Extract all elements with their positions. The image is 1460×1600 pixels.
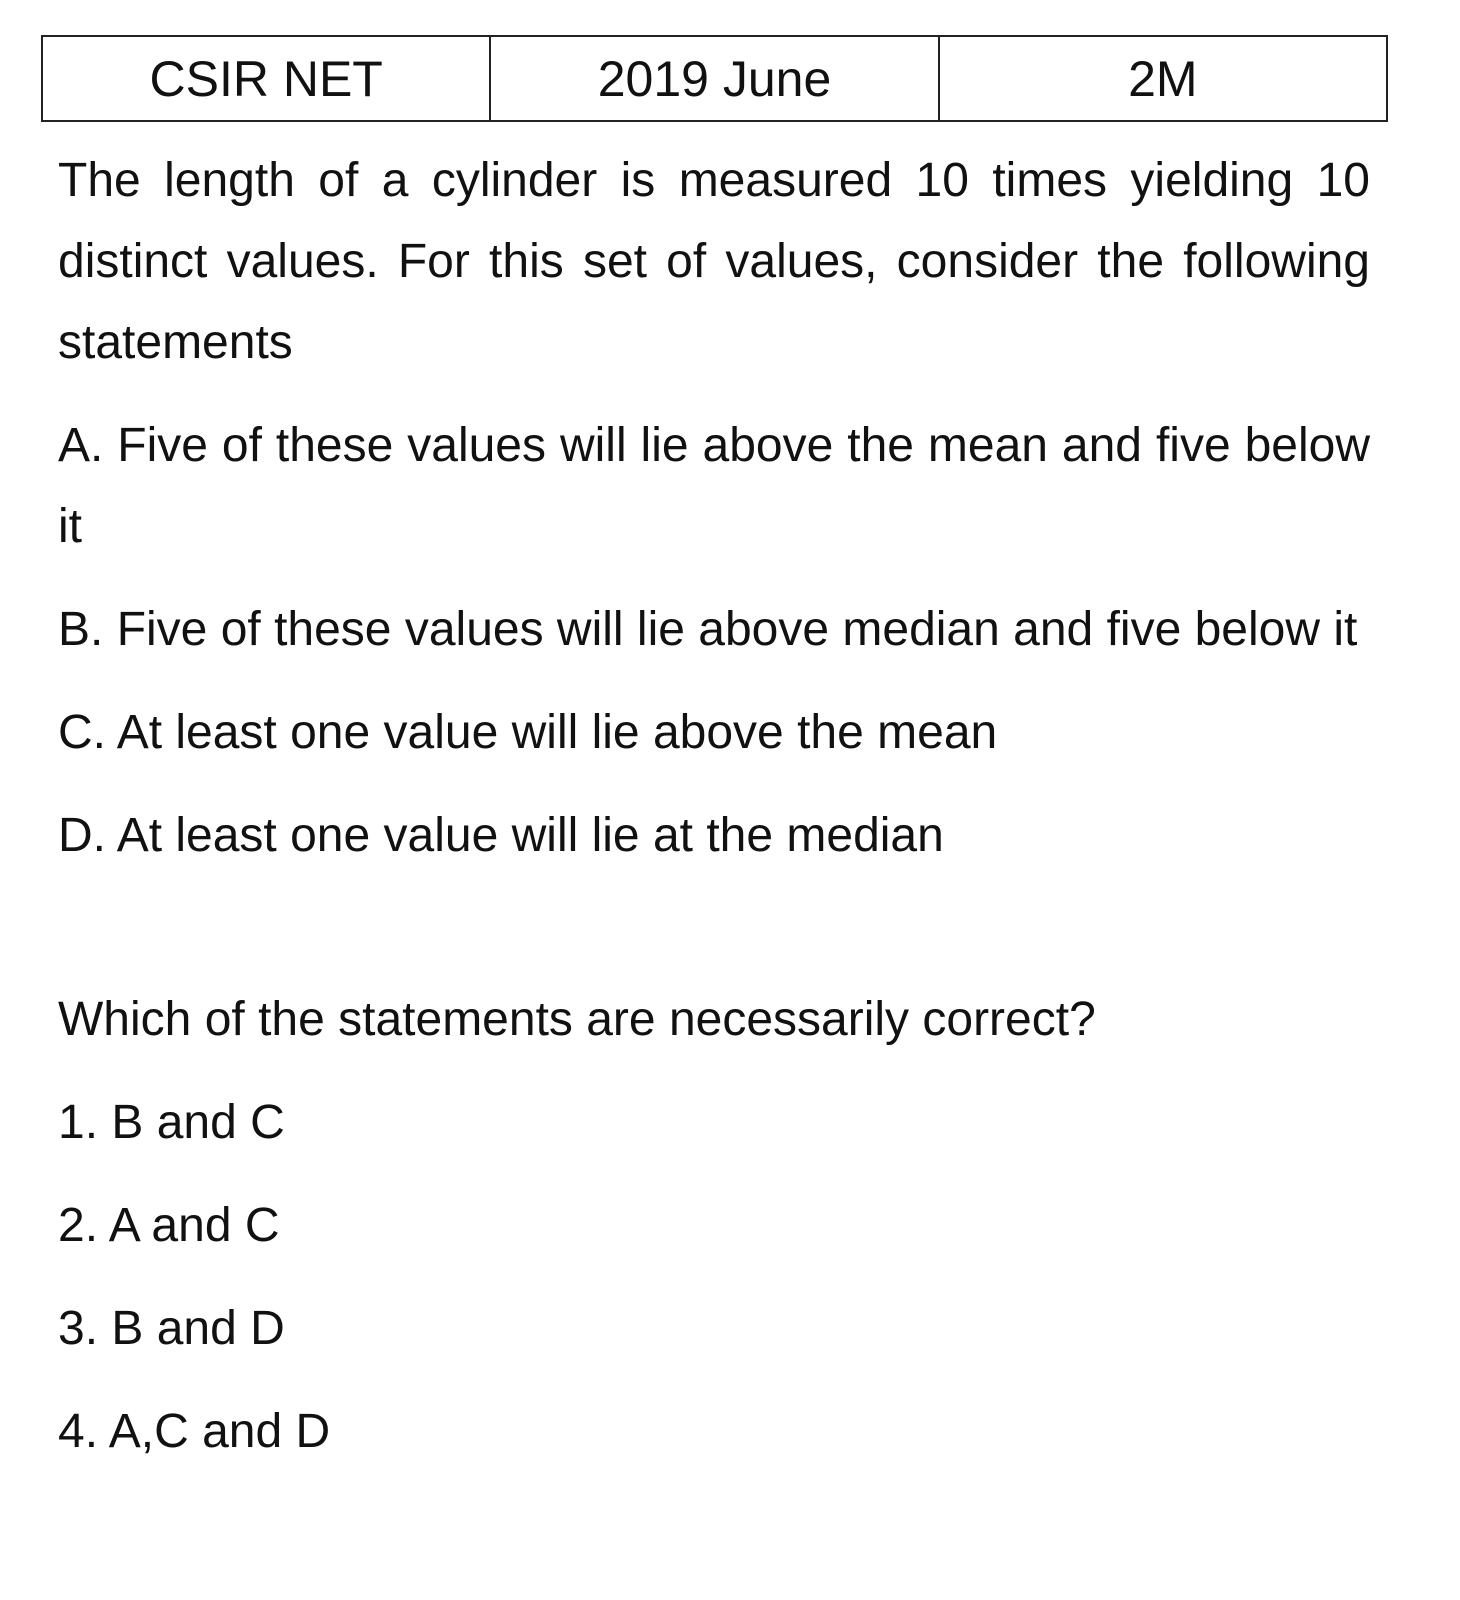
- exam-info-row: [42, 36, 1387, 121]
- question-content: [58, 140, 1370, 1472]
- exam-session-cell: 2019 June: [490, 36, 938, 121]
- statement-d: D. At least one value will lie at the median: [58, 809, 944, 862]
- question-prompt: Which of the statements are necessarily correct?: [58, 993, 1096, 1046]
- marks-cell: 2M: [939, 36, 1387, 121]
- question-text: The length of a cylinder is measured 10 times yielding 10 distinct values. For this set of values, consider the following statements: [58, 154, 1370, 369]
- exam-info-table: [41, 35, 1388, 122]
- answer-option-1[interactable]: 1. B and C: [58, 1096, 285, 1149]
- exam-name-cell: CSIR NET: [42, 36, 490, 121]
- statement-b: B. Five of these values will lie above median and five below it: [58, 603, 1358, 656]
- answer-option-3[interactable]: 3. B and D: [58, 1302, 285, 1355]
- statement-c: C. At least one value will lie above the mean: [58, 706, 998, 759]
- statement-a: A. Five of these values will lie above the mean and five below it: [58, 419, 1370, 553]
- answer-option-2[interactable]: 2. A and C: [58, 1199, 280, 1252]
- answer-option-4[interactable]: 4. A,C and D: [58, 1405, 331, 1458]
